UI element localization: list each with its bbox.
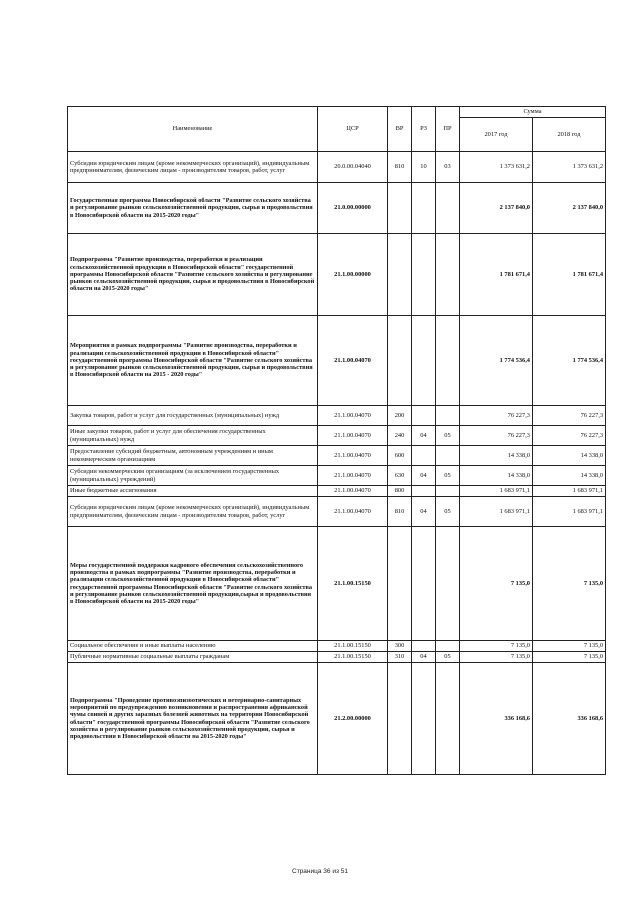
table-body (68, 152, 606, 775)
table-header (68, 107, 606, 152)
cell-csr: 21.1.00.04070 (318, 316, 388, 406)
cell-name: Субсидии юридическим лицам (кроме некоммерческих организаций), индивидуальным предпринимателям, физическим лицам - производителям товаров, работ, услуг (68, 497, 318, 527)
cell-vr: 810 (388, 152, 412, 183)
cell-rz: 04 (412, 426, 436, 446)
header-name: Наименование (68, 107, 318, 152)
cell-name: Государственная программа Новосибирской области "Развитие сельского хозяйства и регулирование рынков сельскохозяйственной продукции, сырья и продовольствия в Новосибирской области на 2015-2020 годы" (68, 183, 318, 234)
cell-csr: 21.1.00.15150 (318, 652, 388, 663)
header-csr: ЦСР (318, 107, 388, 152)
cell-csr: 20.0.00.04040 (318, 152, 388, 183)
cell-y2018: 1 781 671,4 (533, 234, 606, 316)
cell-y2017: 76 227,3 (460, 426, 533, 446)
cell-csr: 21.1.00.15150 (318, 641, 388, 652)
header-pr: ПР (436, 107, 460, 152)
cell-csr: 21.1.00.15150 (318, 527, 388, 641)
cell-rz: 04 (412, 497, 436, 527)
cell-pr (436, 446, 460, 466)
cell-y2018: 1 774 536,4 (533, 316, 606, 406)
table-row (68, 426, 606, 446)
table-row (68, 234, 606, 316)
cell-rz (412, 663, 436, 775)
cell-rz (412, 316, 436, 406)
cell-csr: 21.1.00.00000 (318, 234, 388, 316)
cell-name: Меры государственной поддержки кадрового обеспечения сельскохозяйственного производства в рамках подпрограммы "Развитие производства, переработки и реализации сельскохозяйственной продукции в Новосибирской области" государственной программы Новосибирской области "Развитие сельского хозяйства и регулирование рынков сельскохозяйственной продукции,сырья и продовольствия в Новосибирской области на 2015-2020 годы" (68, 527, 318, 641)
cell-vr (388, 663, 412, 775)
table-row (68, 663, 606, 775)
cell-y2018: 14 338,0 (533, 466, 606, 486)
cell-vr (388, 316, 412, 406)
cell-rz (412, 641, 436, 652)
cell-y2018: 7 135,0 (533, 527, 606, 641)
cell-y2017: 1 683 971,1 (460, 497, 533, 527)
page-footer: Страница 36 из 51 (292, 868, 348, 875)
cell-name: Подпрограмма "Проведение противоэпизоотических и ветеринарно-санитарных мероприятий по предупреждению возникновения и распространения африканской чумы свиней и других заразных болезней животных на территории Новосибирской области" государственной программы Новосибирской области "Развитие сельского хозяйства и регулирование рынков сельскохозяйственной продукции, сырья и продовольствия в Новосибирской области на 2015-2020 годы" (68, 663, 318, 775)
table-row (68, 152, 606, 183)
cell-rz (412, 406, 436, 426)
cell-rz (412, 234, 436, 316)
cell-vr: 810 (388, 497, 412, 527)
cell-vr: 200 (388, 406, 412, 426)
cell-csr: 21.0.00.00000 (318, 183, 388, 234)
cell-pr (436, 527, 460, 641)
cell-y2017: 1 373 631,2 (460, 152, 533, 183)
cell-pr (436, 406, 460, 426)
table-row (68, 497, 606, 527)
table-row (68, 466, 606, 486)
cell-name: Субсидии некоммерческим организациям (за исключением государственных (муниципальных) учреждений) (68, 466, 318, 486)
cell-y2017: 76 227,3 (460, 406, 533, 426)
cell-rz (412, 183, 436, 234)
header-year-2017: 2017 год (460, 118, 533, 152)
cell-pr (436, 486, 460, 497)
budget-table-container (67, 106, 605, 775)
cell-y2017: 7 135,0 (460, 652, 533, 663)
cell-y2018: 1 683 971,1 (533, 486, 606, 497)
cell-vr: 630 (388, 466, 412, 486)
cell-name: Субсидии юридическим лицам (кроме некоммерческих организаций), индивидуальным предпринимателям, физическим лицам - производителям товаров, работ, услуг (68, 152, 318, 183)
cell-name: Публичные нормативные социальные выплаты гражданам (68, 652, 318, 663)
cell-vr: 310 (388, 652, 412, 663)
header-year-2018: 2018 год (533, 118, 606, 152)
cell-name: Мероприятия в рамках подпрограммы "Развитие производства, переработки и реализации сельскохозяйственной продукции в Новосибирской области" государственной программы Новосибирской области "Развитие сельского хозяйства и регулирование рынков сельскохозяйственной продукции, сырья и продовольствия в Новосибирской области на 2015 - 2020 годы" (68, 316, 318, 406)
cell-rz: 10 (412, 152, 436, 183)
cell-csr: 21.1.00.04070 (318, 497, 388, 527)
cell-csr: 21.1.00.04070 (318, 426, 388, 446)
cell-pr: 05 (436, 652, 460, 663)
table-row (68, 652, 606, 663)
table-row (68, 406, 606, 426)
cell-y2018: 7 135,0 (533, 652, 606, 663)
cell-y2017: 1 781 671,4 (460, 234, 533, 316)
cell-name: Подпрограмма "Развитие производства, переработки и реализации сельскохозяйственной продукции в Новосибирской области" государственной программы Новосибирской области "Развитие сельского хозяйства и регулирование рынков сельскохозяйственной продукции, сырья и продовольствия в Новосибирской области на 2015-2020 годы" (68, 234, 318, 316)
cell-vr (388, 234, 412, 316)
cell-y2017: 14 338,0 (460, 446, 533, 466)
cell-pr: 05 (436, 497, 460, 527)
cell-csr: 21.2.00.00000 (318, 663, 388, 775)
cell-y2017: 336 168,6 (460, 663, 533, 775)
cell-y2017: 2 137 840,0 (460, 183, 533, 234)
cell-rz: 04 (412, 652, 436, 663)
cell-name: Социальное обеспечение и иные выплаты населению (68, 641, 318, 652)
cell-vr: 600 (388, 446, 412, 466)
cell-vr (388, 183, 412, 234)
table-row (68, 446, 606, 466)
cell-pr (436, 316, 460, 406)
cell-y2018: 1 683 971,1 (533, 497, 606, 527)
cell-pr: 05 (436, 426, 460, 446)
cell-y2017: 1 683 971,1 (460, 486, 533, 497)
cell-vr (388, 527, 412, 641)
cell-y2018: 2 137 840,0 (533, 183, 606, 234)
cell-y2018: 1 373 631,2 (533, 152, 606, 183)
table-row (68, 527, 606, 641)
cell-rz: 04 (412, 466, 436, 486)
cell-y2017: 7 135,0 (460, 527, 533, 641)
header-sum: Сумма (460, 107, 606, 118)
cell-pr (436, 234, 460, 316)
cell-pr: 03 (436, 152, 460, 183)
cell-name: Иные закупки товаров, работ и услуг для обеспечения государственных (муниципальных) нужд (68, 426, 318, 446)
budget-table (67, 106, 606, 775)
cell-rz (412, 446, 436, 466)
cell-y2018: 14 338,0 (533, 446, 606, 466)
cell-y2018: 76 227,3 (533, 426, 606, 446)
cell-y2017: 1 774 536,4 (460, 316, 533, 406)
table-row (68, 641, 606, 652)
cell-csr: 21.1.00.04070 (318, 466, 388, 486)
cell-y2017: 14 338,0 (460, 466, 533, 486)
cell-y2017: 7 135,0 (460, 641, 533, 652)
cell-name: Предоставление субсидий бюджетным, автономным учреждениям и иным некоммерческим организациям (68, 446, 318, 466)
cell-pr (436, 183, 460, 234)
cell-pr (436, 641, 460, 652)
cell-csr: 21.1.00.04070 (318, 446, 388, 466)
cell-vr: 300 (388, 641, 412, 652)
cell-pr (436, 663, 460, 775)
cell-y2018: 336 168,6 (533, 663, 606, 775)
cell-csr: 21.1.00.04070 (318, 486, 388, 497)
cell-name: Иные бюджетные ассигнования (68, 486, 318, 497)
cell-y2018: 7 135,0 (533, 641, 606, 652)
header-vr: ВР (388, 107, 412, 152)
table-row (68, 486, 606, 497)
cell-pr: 05 (436, 466, 460, 486)
cell-vr: 240 (388, 426, 412, 446)
cell-vr: 800 (388, 486, 412, 497)
cell-rz (412, 527, 436, 641)
cell-y2018: 76 227,3 (533, 406, 606, 426)
cell-csr: 21.1.00.04070 (318, 406, 388, 426)
cell-rz (412, 486, 436, 497)
cell-name: Закупка товаров, работ и услуг для государственных (муниципальных) нужд (68, 406, 318, 426)
header-rz: РЗ (412, 107, 436, 152)
table-row (68, 316, 606, 406)
table-row (68, 183, 606, 234)
